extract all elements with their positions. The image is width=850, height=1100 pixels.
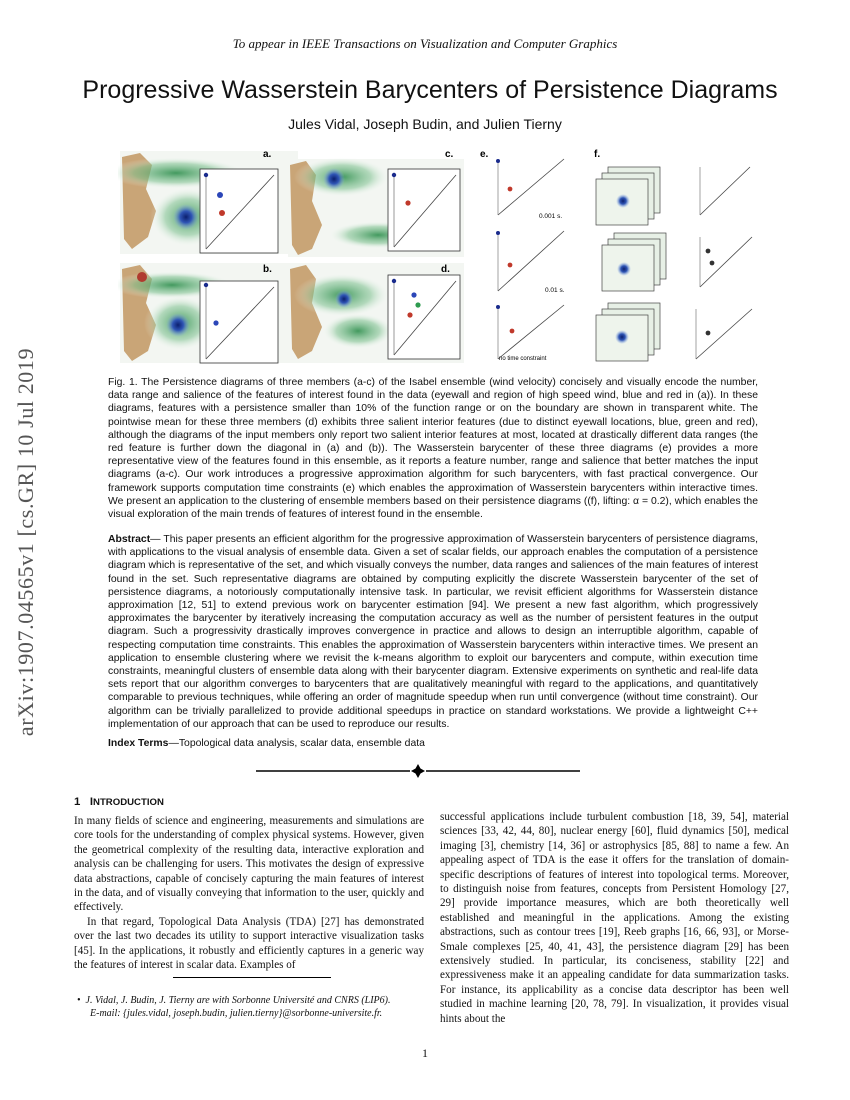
venue-line: To appear in IEEE Transactions on Visualization and Computer Graphics bbox=[232, 36, 618, 51]
left-column bbox=[74, 814, 424, 972]
abstract-text: — This paper presents an efficient algorithm for the progressive approximation of Wasserstein barycenters of persistence diagrams, with applications to the visual analysis of ensemble data. Given a set of scalar fields, our approach enables the computation of a persistence diagram which is representative of the set, and which visually conveys the number, data ranges and saliences of the main features of interest found in the set. Such representative diagrams are obtained by computing explicitly the discrete Wasserstein barycenter of the set of persistence diagrams, a notoriously computationally intensive task. In particular, we revisit efficient algorithms for Wasserstein distance approximation [12, 51] to extend previous work on barycenter estimation [94]. We present a new fast algorithm, which progressively approximates the barycenter by iteratively increasing the computation accuracy as well as the number of persistent features in the output diagram. Such a progressivity drastically improves convergence in practice and allows to design an interruptible algorithm, capable of respecting computation time constraints. This enables the approximation of Wasserstein barycenters within interactive times. We present an application to ensemble clustering where we revisit the k-means algorithm to exploit our barycenters and compute, within execution time constraints, meaningful clusters of ensemble data along with their barycenter diagram. Extensive experiments on synthetic and real-life data sets report that our algorithm converges to barycenters that are qualitatively meaningful with regard to the applications, and quantitatively comparable to previous techniques, while offering an order of magnitude speedup when run until convergence (without time constraint). Our algorithm can be trivially parallelized to provide additional speedups in practice on standard workstations. We provide a lightweight C++ implementation of our approach that can be used to reproduce our results. bbox=[108, 534, 758, 730]
section-heading bbox=[74, 796, 164, 808]
paragraph: successful applications include turbulent combustion [18, 39, 54], material sciences [33, 42, 44, 80], nuclear energy [60], fluid dynamics [50], medical imaging [3], chemistry [14, 36] or astrophysics [85, 88] to name a few. An appealing aspect of TDA is the ease it offers for the translation of domain-specific descriptions of features of interest into topological terms. Moreover, to distinguish noise from features, concepts from Persistent Homology [27, 29] provide importance measures, which are both theoretically well established and meaningful in the applications. Among the existing abstractions, such as contour trees [19], Reeb graphs [16, 66, 93], or Morse-Smale complexes [25, 40, 41, 43], the persistence diagram [29] has been extensively studied. In particular, its conciseness, stability [22] and expressiveness make it an appealing candidate for data summarization tasks. For instance, its applicability as a concise data descriptor has been well studied in machine learning [20, 78, 79]. In visualization, it provides visual hints about the bbox=[440, 811, 789, 1025]
panel-label-e: e. bbox=[480, 149, 489, 160]
footnote-rule bbox=[173, 977, 331, 978]
index-terms-text: —Topological data analysis, scalar data, ensemble data bbox=[168, 738, 425, 749]
time-label-0001: 0.001 s. bbox=[539, 213, 563, 220]
paragraph: In many fields of science and engineering, measurements and simulations are core tools for the understanding of complex physical systems. However, given the geometrical complexity of the resulting data, interactive exploration and analysis can be challenging for users. This motivates the design of expressive data abstractions, capable of concisely capturing the main features of interest in the data, and of visually conveying that information to the user, quickly and effectively. bbox=[74, 815, 424, 914]
panel-label-a: a. bbox=[263, 149, 272, 160]
panel-e bbox=[478, 149, 582, 363]
footnote: • J. Vidal, J. Budin, J. Tierny are with Sorbonne Université and CNRS (LIP6). E-mail: {jules.vidal, joseph.budin, julien.tierny}@sorbonne-universite.fr. bbox=[74, 994, 426, 1020]
section-number: 1 bbox=[74, 796, 81, 808]
panel-b bbox=[118, 263, 298, 363]
paper-title: Progressive Wasserstein Barycenters of Persistence Diagrams bbox=[82, 76, 778, 104]
time-label-none: no time constraint bbox=[499, 356, 547, 362]
abstract bbox=[108, 533, 758, 731]
footnote-affiliation: J. Vidal, J. Budin, J. Tierny are with Sorbonne Université and CNRS (LIP6). bbox=[85, 995, 391, 1006]
panel-f bbox=[594, 149, 760, 363]
abstract-label: Abstract bbox=[108, 534, 151, 545]
index-terms bbox=[108, 737, 758, 750]
panel-label-b: b. bbox=[263, 264, 272, 275]
index-terms-label: Index Terms bbox=[108, 738, 169, 749]
figure-1 bbox=[118, 145, 760, 365]
footnote-email: E-mail: {jules.vidal, joseph.budin, julien.tierny}@sorbonne-universite.fr. bbox=[90, 1008, 383, 1019]
section-separator bbox=[256, 763, 580, 779]
panel-label-d: d. bbox=[441, 264, 450, 275]
panel-d bbox=[288, 263, 464, 363]
panel-label-f: f. bbox=[594, 149, 601, 160]
page-number: 1 bbox=[422, 1046, 428, 1060]
panel-a bbox=[118, 149, 298, 254]
author-list: Jules Vidal, Joseph Budin, and Julien Tierny bbox=[288, 116, 562, 132]
paragraph: In that regard, Topological Data Analysis (TDA) [27] has demonstrated over the last two decades its utility to support interactive visualization tasks [45]. In the applications, it robustly and efficiently captures in a generic way the features of interest in scalar data. Examples of bbox=[74, 915, 424, 972]
time-label-001: 0.01 s. bbox=[545, 287, 565, 294]
arxiv-id: arXiv:1907.04565v1 [cs.GR] 10 Jul 2019 bbox=[13, 347, 38, 737]
panel-c bbox=[288, 149, 464, 257]
right-column bbox=[440, 810, 789, 1026]
figure-caption: Fig. 1. The Persistence diagrams of three members (a-c) of the Isabel ensemble (wind velocity) concisely and visually encode the number, data range and salience of the features of interest found in the data (eyewall and region of high speed wind, blue and red in (a)). In these diagrams, features with a persistence smaller than 10% of the function range or on the boundary are shown in transparent white. The pointwise mean for these three members (d) exhibits three salient interior features (due to distinct eyewall locations, blue, green and red), although the diagrams of the input members only report two salient interior features at most, located at drastically different data ranges (the red feature is further down the diagonal in (a) and (b)). The Wasserstein barycenter of these three diagrams (e) provides a more representative view of the features found in this ensemble, as it reports a feature number, range and salience that better matches the input diagrams (a-c). Our work introduces a progressive approximation algorithm for such barycenters, with fast practical convergence. Our framework supports computation time constraints (e) which enables the approximation of Wasserstein barycenters within interactive times. We present an application to the clustering of ensemble members based on their persistence diagrams ((f), lifting: α = 0.2), which enables the visual exploration of the main trends of features of interest found in the ensemble. bbox=[108, 377, 758, 521]
section-title-initial: I bbox=[89, 796, 94, 808]
arxiv-stamp bbox=[12, 302, 40, 782]
diamond-icon bbox=[411, 764, 425, 778]
section-title-rest: NTRODUCTION bbox=[93, 797, 164, 808]
panel-label-c: c. bbox=[445, 149, 454, 160]
